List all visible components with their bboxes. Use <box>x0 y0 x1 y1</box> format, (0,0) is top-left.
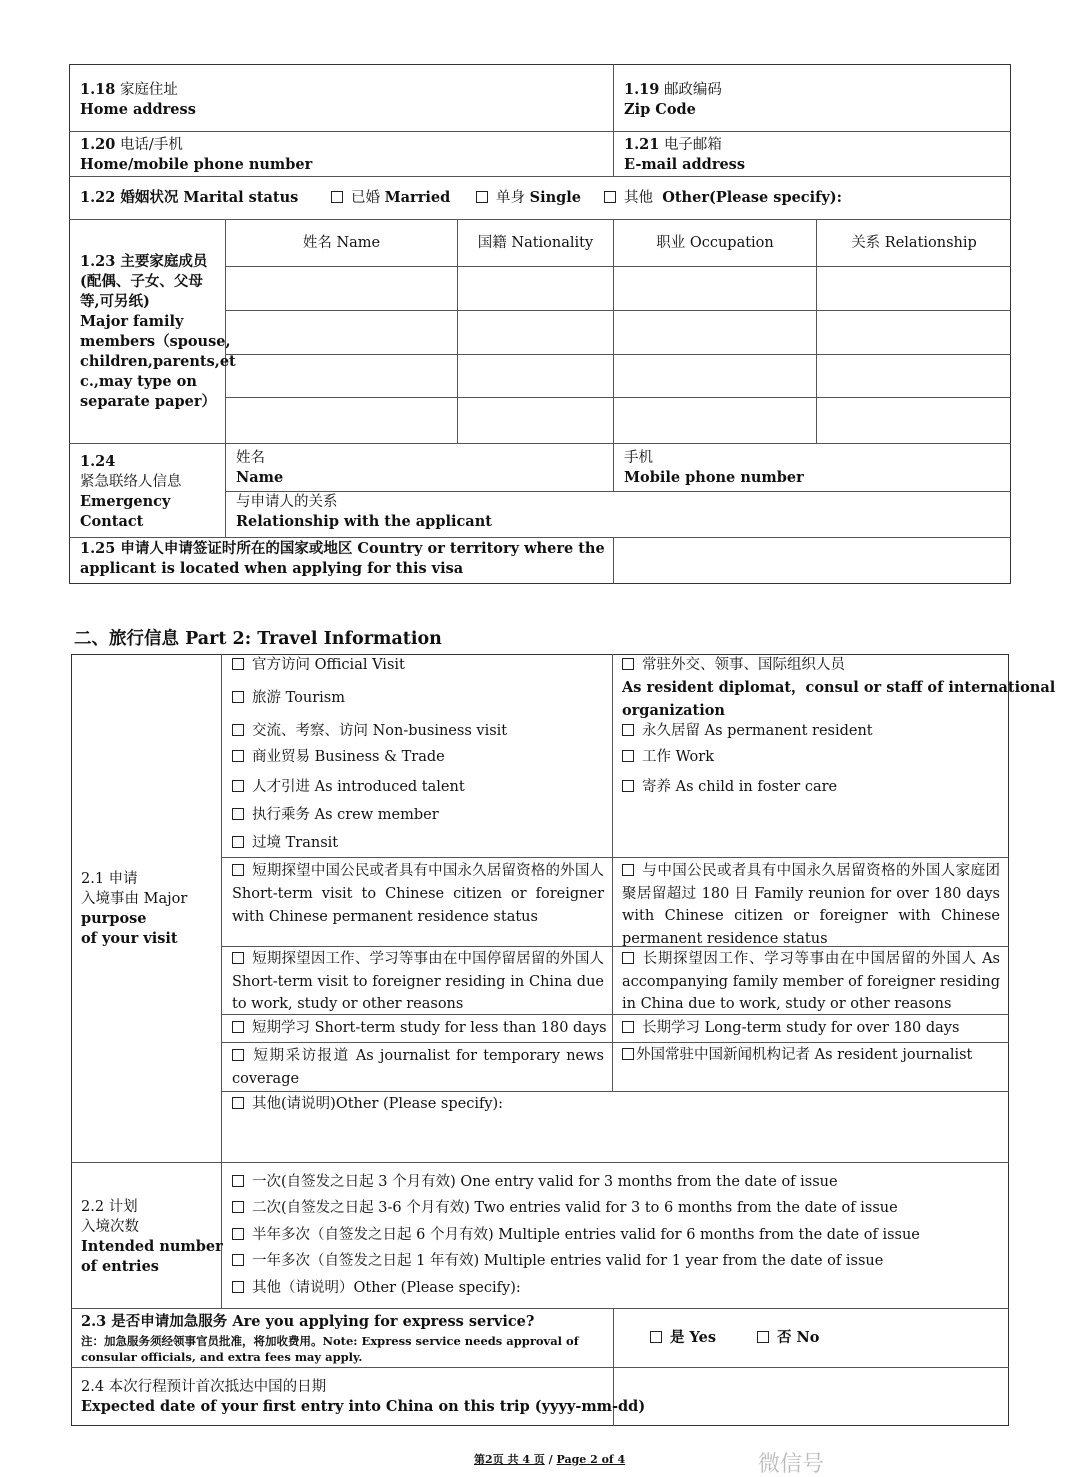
emergency-relationship-label-cn: 与申请人的关系 <box>236 494 338 510</box>
family-col-name: 姓名 Name <box>302 235 381 251</box>
emergency-phone-label-cn: 手机 <box>624 450 653 466</box>
purpose-business-option[interactable]: 商业贸易 Business & Trade <box>232 747 445 767</box>
zip-code-field[interactable] <box>614 65 1010 130</box>
purpose-long-study-option[interactable]: 长期学习 Long-term study for over 180 days <box>622 1018 959 1038</box>
checkbox-icon[interactable] <box>232 658 244 670</box>
phone-label: 1.20 电话/手机 <box>80 136 183 153</box>
entries-one-year-option[interactable]: 一年多次（自签发之日起 1 年有效) Multiple entries valid for 1 year from the date of issue <box>232 1251 883 1271</box>
country-of-application-label-2: applicant is located when applying for this visa <box>80 560 464 577</box>
purpose-diplomat-option[interactable]: 常驻外交、领事、国际组织人员 <box>622 655 845 675</box>
checkbox-icon[interactable] <box>232 1021 244 1033</box>
purpose-non-business-option[interactable]: 交流、考察、访问 Non-business visit <box>232 721 507 741</box>
family-col-relationship: 关系 Relationship <box>851 235 977 251</box>
purpose-diplomat-text-2: organization <box>622 702 725 719</box>
first-entry-date-label: 2.4 本次行程预计首次抵达中国的日期 <box>81 1379 327 1395</box>
family-col-nationality: 国籍 Nationality <box>477 235 594 251</box>
purpose-long-visit-foreigner-option[interactable]: 长期探望因工作、学习等事由在中国居留的外国人 As accompanying family member of foreigner residing in China due to work, study or other reasons <box>622 951 1000 1012</box>
family-member-row[interactable] <box>226 398 1011 443</box>
emergency-relationship-label-en: Relationship with the applicant <box>236 513 492 530</box>
email-field[interactable] <box>614 132 1010 175</box>
checkbox-icon[interactable] <box>232 750 244 762</box>
purpose-short-visit-citizen-option[interactable]: 短期探望中国公民或者具有中国永久居留资格的外国人 Short-term visit to Chinese citizen or foreigner with Chinese permanent residence status <box>232 863 604 925</box>
country-of-application-field[interactable] <box>614 538 1010 583</box>
email-label: 1.21 电子邮箱 <box>624 136 722 153</box>
checkbox-icon[interactable] <box>232 1175 244 1187</box>
emergency-phone-field[interactable] <box>614 444 1010 490</box>
email-label-en: E-mail address <box>624 156 746 173</box>
entries-half-year-option[interactable]: 半年多次（自签发之日起 6 个月有效) Multiple entries valid for 6 months from the date of issue <box>232 1225 920 1245</box>
family-member-row[interactable] <box>226 311 1011 354</box>
entries-two-option[interactable]: 二次(自签发之日起 3-6 个月有效) Two entries valid for 3 to 6 months from the date of issue <box>232 1198 898 1218</box>
country-of-application-label: 1.25 申请人申请签证时所在的国家或地区 Country or territory where the <box>80 540 605 557</box>
checkbox-icon[interactable] <box>622 750 634 762</box>
purpose-of-visit-label: 2.1 申请 入境事由 Major purpose of your visit <box>81 871 188 947</box>
checkbox-icon[interactable] <box>232 952 244 964</box>
purpose-crew-option[interactable]: 执行乘务 As crew member <box>232 805 439 825</box>
number-of-entries-label: 2.2 计划 入境次数 Intended number of entries <box>81 1199 223 1275</box>
home-address-label: 1.18 家庭住址 <box>80 81 178 98</box>
express-service-note: 注：加急服务须经领事官员批准，将加收费用。Note: Express service needs approval of consular officials, and extra fees may apply. <box>81 1334 579 1364</box>
purpose-talent-option[interactable]: 人才引进 As introduced talent <box>232 777 465 797</box>
emergency-name-field[interactable] <box>226 444 612 490</box>
purpose-short-visit-foreigner-option[interactable]: 短期探望因工作、学习等事由在中国停留居留的外国人 Short-term visit to foreigner residing in China due to work, study or other reasons <box>232 951 604 1012</box>
purpose-official-visit-option[interactable]: 官方访问 Official Visit <box>232 655 405 675</box>
emergency-name-label-cn: 姓名 <box>236 450 265 466</box>
checkbox-icon[interactable] <box>622 1021 634 1033</box>
entries-other-option[interactable]: 其他（请说明）Other (Please specify): <box>232 1278 521 1298</box>
zip-code-label-en: Zip Code <box>624 101 696 118</box>
checkbox-icon[interactable] <box>232 691 244 703</box>
marital-married-option[interactable]: 已婚 Married <box>331 188 450 208</box>
checkbox-icon[interactable] <box>232 780 244 792</box>
checkbox-icon[interactable] <box>650 1331 662 1343</box>
checkbox-icon[interactable] <box>622 1048 634 1060</box>
purpose-short-study-option[interactable]: 短期学习 Short-term study for less than 180 days <box>232 1018 607 1038</box>
family-members-label: 1.23 主要家庭成员 (配偶、子女、父母 等,可另纸) Major family members（spouse, children,parents,et c.,may type on separate paper） <box>80 253 236 410</box>
purpose-resident-journalist-option[interactable]: 外国常驻中国新闻机构记者 As resident journalist <box>622 1045 972 1065</box>
checkbox-icon[interactable] <box>232 1281 244 1293</box>
checkbox-icon[interactable] <box>232 1201 244 1213</box>
checkbox-icon[interactable] <box>622 952 634 964</box>
checkbox-icon[interactable] <box>232 724 244 736</box>
page-footer: 第2页 共 4 页 / Page 2 of 4 <box>474 1453 626 1466</box>
express-no-option[interactable]: 否 No <box>757 1328 819 1348</box>
purpose-work-option[interactable]: 工作 Work <box>622 747 714 767</box>
checkbox-icon[interactable] <box>232 836 244 848</box>
checkbox-icon[interactable] <box>757 1331 769 1343</box>
part2-heading: 二、旅行信息 Part 2: Travel Information <box>74 629 442 649</box>
express-yes-option[interactable]: 是 Yes <box>650 1328 716 1348</box>
purpose-foster-option[interactable]: 寄养 As child in foster care <box>622 777 837 797</box>
checkbox-icon[interactable] <box>622 724 634 736</box>
checkbox-icon[interactable] <box>331 191 343 203</box>
home-address-label-en: Home address <box>80 101 196 118</box>
marital-single-option[interactable]: 单身 Single <box>476 188 581 208</box>
home-address-field[interactable] <box>70 65 612 130</box>
checkbox-icon[interactable] <box>476 191 488 203</box>
entries-one-option[interactable]: 一次(自签发之日起 3 个月有效) One entry valid for 3 months from the date of issue <box>232 1172 838 1192</box>
emergency-contact-label: 1.24 紧急联络人信息 Emergency Contact <box>80 453 182 530</box>
express-service-label: 2.3 是否申请加急服务 Are you applying for express service? <box>81 1313 535 1330</box>
zip-code-label: 1.19 邮政编码 <box>624 81 722 98</box>
part2-table <box>71 654 1009 1426</box>
purpose-family-reunion-option[interactable]: 与中国公民或者具有中国永久居留资格的外国人家庭团聚居留超过 180 日 Family reunion for over 180 days with Chinese citizen or foreigner with Chinese permanent residence status <box>622 863 1000 947</box>
watermark: 微信号 <box>758 1452 825 1477</box>
checkbox-icon[interactable] <box>622 780 634 792</box>
checkbox-icon[interactable] <box>622 658 634 670</box>
purpose-short-journalist-option[interactable]: 短期采访报道 As journalist for temporary news coverage <box>232 1048 604 1087</box>
checkbox-icon[interactable] <box>232 864 244 876</box>
purpose-transit-option[interactable]: 过境 Transit <box>232 833 338 853</box>
emergency-name-label-en: Name <box>236 469 284 486</box>
purpose-permanent-option[interactable]: 永久居留 As permanent resident <box>622 721 873 741</box>
marital-other-option[interactable]: 其他 Other(Please specify): <box>604 188 842 208</box>
checkbox-icon[interactable] <box>604 191 616 203</box>
purpose-diplomat-text: As resident diplomat，consul or staff of international <box>622 679 1056 696</box>
checkbox-icon[interactable] <box>622 864 634 876</box>
family-col-occupation: 职业 Occupation <box>656 235 774 251</box>
first-entry-date-field[interactable] <box>614 1368 1008 1425</box>
family-member-row[interactable] <box>226 267 1011 310</box>
checkbox-icon[interactable] <box>232 808 244 820</box>
purpose-other-option[interactable]: 其他(请说明)Other (Please specify): <box>232 1094 503 1114</box>
emergency-relationship-field[interactable] <box>226 492 1010 536</box>
checkbox-icon[interactable] <box>232 1049 244 1061</box>
checkbox-icon[interactable] <box>232 1097 244 1109</box>
purpose-tourism-option[interactable]: 旅游 Tourism <box>232 688 345 708</box>
marital-status-label: 1.22 婚姻状况 Marital status <box>80 189 299 206</box>
phone-field[interactable] <box>70 132 612 175</box>
emergency-phone-label-en: Mobile phone number <box>624 469 804 486</box>
family-member-row[interactable] <box>226 355 1011 397</box>
first-entry-date-label-en: Expected date of your first entry into China on this trip (yyyy-mm-dd) <box>81 1398 646 1415</box>
checkbox-icon[interactable] <box>232 1228 244 1240</box>
checkbox-icon[interactable] <box>232 1254 244 1266</box>
phone-label-en: Home/mobile phone number <box>80 156 313 173</box>
